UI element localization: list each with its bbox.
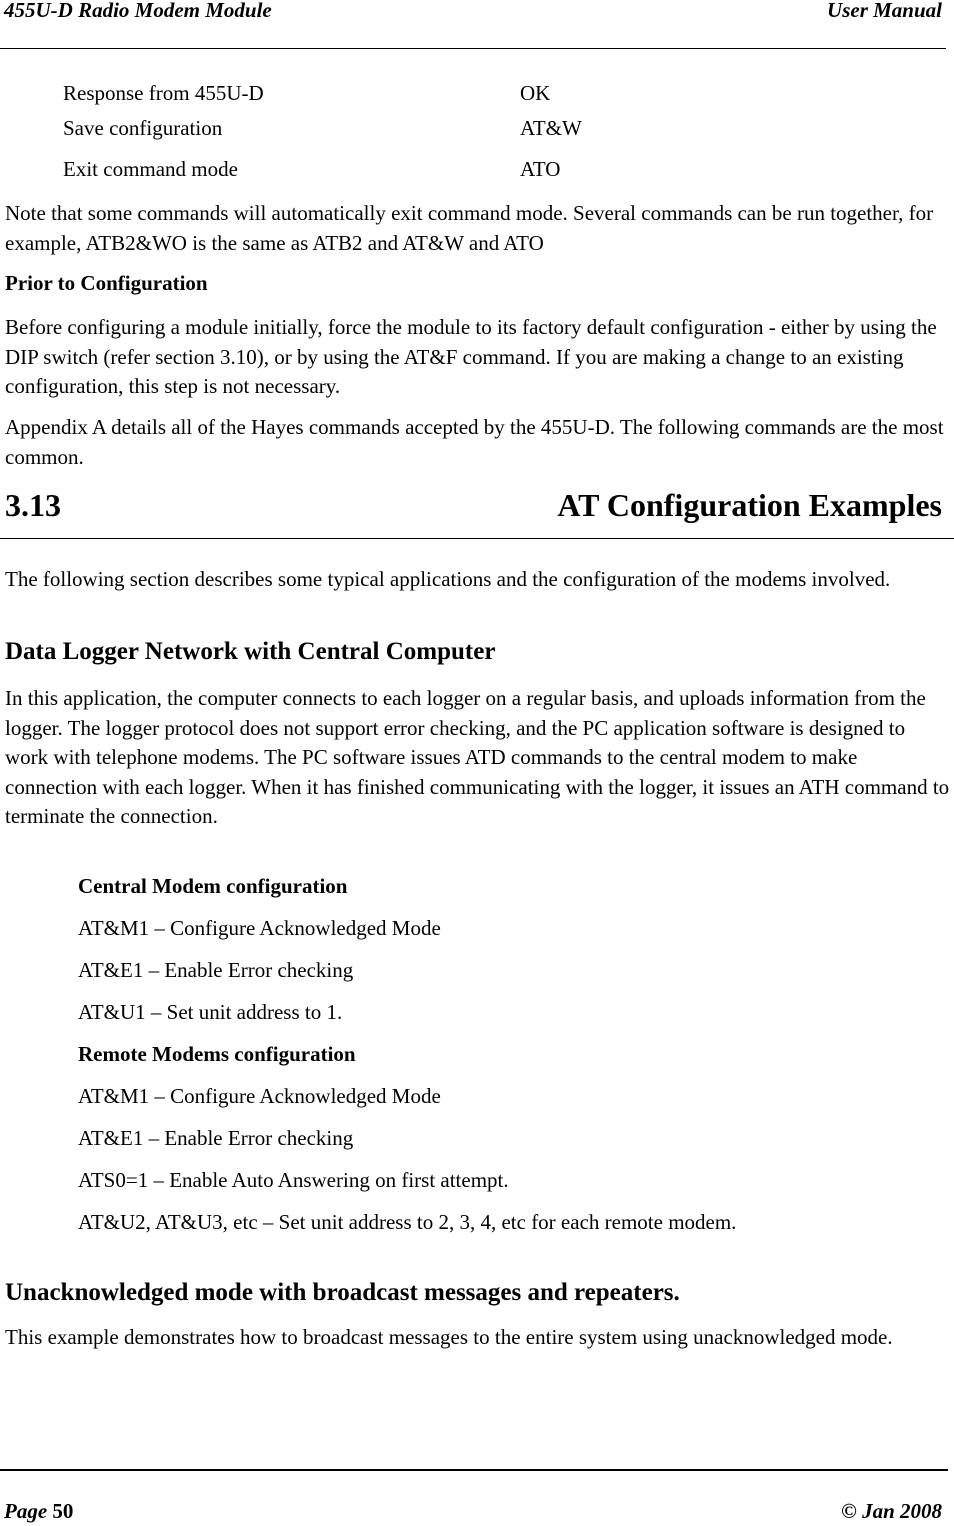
- command-label: Response from 455U-D: [63, 81, 264, 105]
- command-label: Save configuration: [63, 116, 223, 140]
- prior-paragraph: Before configuring a module initially, force the module to its factory default configuration - either by using the DIP switch (refer section 3.10), or by using the AT&F command. If you are making a change to an existing configuration, this step is not necessary.: [5, 315, 937, 398]
- header-title: 455U-D Radio Modem Module: [4, 0, 272, 22]
- command-value: OK: [520, 81, 551, 105]
- config-line: AT&E1 – Enable Error checking: [78, 1126, 354, 1150]
- section-title: AT Configuration Examples: [557, 487, 942, 523]
- config-line: ATS0=1 – Enable Auto Answering on first attempt.: [78, 1168, 509, 1192]
- example1-heading: Data Logger Network with Central Computer: [5, 638, 496, 665]
- config-line: AT&M1 – Configure Acknowledged Mode: [78, 916, 441, 940]
- footer-copyright: © Jan 2008: [841, 1499, 942, 1523]
- footer-page: [4, 1499, 73, 1524]
- header-manual-label: User Manual: [827, 0, 942, 22]
- config-line: AT&U2, AT&U3, etc – Set unit address to 2, 3, 4, etc for each remote modem.: [78, 1210, 737, 1234]
- config-line: AT&E1 – Enable Error checking: [78, 958, 354, 982]
- intro-paragraph: The following section describes some typical applications and the configuration of the modems involved.: [5, 567, 891, 591]
- footer-page-number: 50: [52, 1499, 74, 1523]
- section-rule: [0, 538, 954, 539]
- header-rule: [0, 48, 946, 49]
- config-line: AT&U1 – Set unit address to 1.: [78, 1000, 343, 1024]
- footer-rule: [0, 1469, 948, 1471]
- section-number: 3.13: [5, 487, 61, 523]
- example1-paragraph: In this application, the computer connects to each logger on a regular basis, and uploads information from the logger. The logger protocol does not support error checking, and the PC application software is designed to work with telephone modems. The PC software issues ATD commands to the central modem to make connection with each logger. When it has finished communicating with the logger, it issues an ATH command to terminate the connection.: [5, 686, 950, 828]
- config-line: AT&M1 – Configure Acknowledged Mode: [78, 1084, 441, 1108]
- remote-modems-heading: Remote Modems configuration: [78, 1042, 356, 1066]
- central-modem-heading: Central Modem configuration: [78, 874, 348, 898]
- appendix-paragraph: Appendix A details all of the Hayes commands accepted by the 455U-D. The following commands are the most common.: [5, 415, 944, 469]
- prior-heading: Prior to Configuration: [5, 271, 208, 295]
- example2-paragraph: This example demonstrates how to broadcast messages to the entire system using unacknowledged mode.: [5, 1325, 893, 1349]
- footer-page-label: Page: [4, 1499, 48, 1523]
- example2-heading: Unacknowledged mode with broadcast messages and repeaters.: [5, 1279, 680, 1306]
- command-value: ATO: [520, 157, 561, 181]
- command-label: Exit command mode: [63, 157, 238, 181]
- note-paragraph: Note that some commands will automatically exit command mode. Several commands can be run together, for example, ATB2&WO is the same as ATB2 and AT&W and ATO: [5, 201, 934, 255]
- command-value: AT&W: [520, 116, 582, 140]
